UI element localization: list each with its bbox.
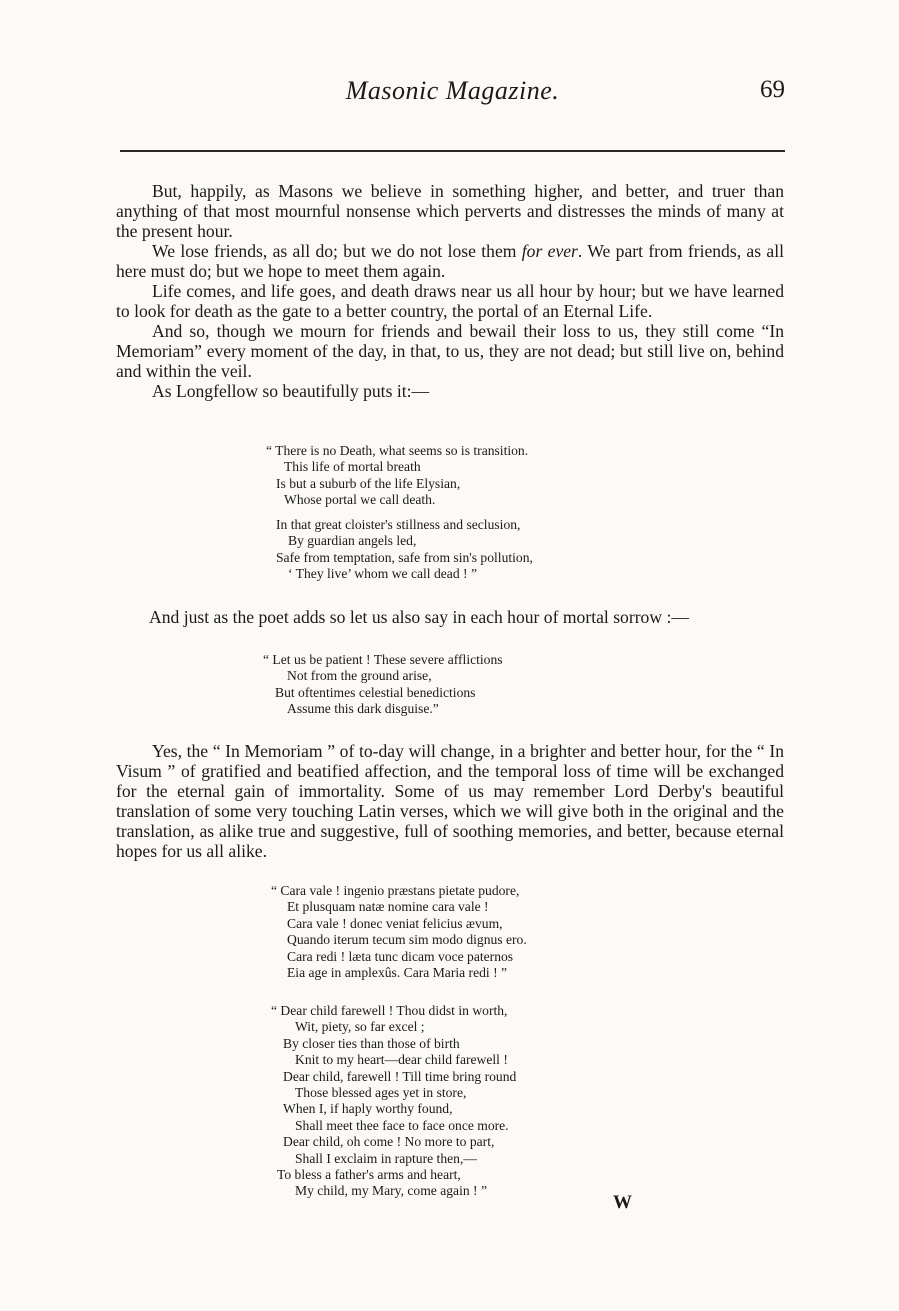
poem-line: “ There is no Death, what seems so is transition.	[266, 443, 529, 458]
poem-line: Dear child, farewell ! Till time bring round	[283, 1068, 517, 1084]
poem-line: Dear child, oh come ! No more to part,	[283, 1134, 495, 1150]
poem-line: “ Dear child farewell ! Thou didst in worth,	[271, 1003, 508, 1018]
poem-line: Et plusquam natæ nomine cara vale !	[287, 899, 489, 915]
transition-line: And just as the poet adds so let us also say in each hour of mortal sorrow :—	[149, 607, 689, 627]
poem-line: Quando iterum tecum sim modo dignus ero.	[287, 932, 527, 948]
poem-line: This life of mortal breath	[284, 459, 421, 475]
poem-line: When I, if haply worthy found,	[283, 1101, 453, 1117]
paragraph: We lose friends, as all do; but we do not lose them for ever. We part from friends, as all here must do; but we hope to meet them again.	[116, 241, 784, 281]
page-number: 69	[760, 76, 785, 103]
poem-line: Eia age in amplexûs. Cara Maria redi ! ”	[287, 965, 508, 981]
paragraph: But, happily, as Masons we believe in something higher, and better, and truer than anything of that most mournful nonsense which perverts and distresses the minds of many at the present hour.	[116, 181, 784, 241]
poem-line: Wit, piety, so far excel ;	[295, 1019, 425, 1035]
poem-line: Is but a suburb of the life Elysian,	[276, 475, 461, 491]
latin-poem	[271, 883, 527, 981]
paragraph: And so, though we mourn for friends and bewail their loss to us, they still come “In Memoriam” every moment of the day, in that, to us, they are not dead; but still live on, behind and within the veil.	[116, 321, 784, 381]
english-poem	[271, 1003, 516, 1200]
paragraph: As Longfellow so beautifully puts it:—	[152, 381, 430, 401]
poem-line: My child, my Mary, come again ! ”	[295, 1183, 488, 1199]
poem-line: Safe from temptation, safe from sin's pollution,	[276, 549, 533, 565]
poem-line: Shall I exclaim in rapture then,—	[295, 1150, 477, 1166]
poem-line: ‘ They live’ whom we call dead ! ”	[288, 566, 477, 582]
poem-line: Assume this dark disguise.”	[287, 701, 439, 717]
poem-line: But oftentimes celestial benedictions	[275, 684, 476, 700]
poem-line: In that great cloister's stillness and seclusion,	[276, 517, 521, 532]
poem-line: Those blessed ages yet in store,	[295, 1085, 467, 1101]
poem-line: To bless a father's arms and heart,	[277, 1167, 461, 1183]
paragraph: Yes, the “ In Memoriam ” of to-day will change, in a brighter and better hour, for the “ In Visum ” of gratified and beatified affection, and the temporal loss of time will be exchanged for the eternal gain of immortality. Some of us may remember Lord Derby's beautiful translation of some very touching Latin verses, which we will give both in the original and the translation, as alike true and suggestive, full of soothing memories, and better, because eternal hopes for us all alike.	[116, 741, 784, 861]
running-header	[120, 76, 785, 120]
longfellow-poem-stanza-1	[266, 443, 528, 509]
poem-line: By closer ties than those of birth	[283, 1035, 460, 1051]
magazine-title: Masonic Magazine.	[345, 76, 560, 105]
longfellow-poem-stanza-2	[276, 517, 533, 583]
prose-section-2	[116, 741, 784, 861]
poem-line: By guardian angels led,	[288, 533, 417, 549]
poem-line: Knit to my heart—dear child farewell !	[295, 1052, 508, 1068]
prose-section-1	[116, 181, 784, 401]
poem-line: “ Cara vale ! ingenio præstans pietate pudore,	[271, 883, 520, 898]
patience-poem	[263, 652, 503, 718]
poem-line: Not from the ground arise,	[287, 668, 432, 684]
paragraph: Life comes, and life goes, and death draws near us all hour by hour; but we have learned to look for death as the gate to a better country, the portal of an Eternal Life.	[116, 281, 784, 321]
header-rule	[120, 150, 785, 152]
poem-line: Cara redi ! læta tunc dicam voce paternos	[287, 948, 514, 964]
poem-line: Shall meet thee face to face once more.	[295, 1117, 509, 1133]
author-signature: W	[613, 1192, 632, 1213]
emphasis-text: for ever	[521, 241, 578, 261]
poem-line: Cara vale ! donec veniat felicius ævum,	[287, 915, 503, 931]
poem-line: “ Let us be patient ! These severe afflictions	[263, 652, 503, 667]
poem-line: Whose portal we call death.	[284, 492, 436, 508]
